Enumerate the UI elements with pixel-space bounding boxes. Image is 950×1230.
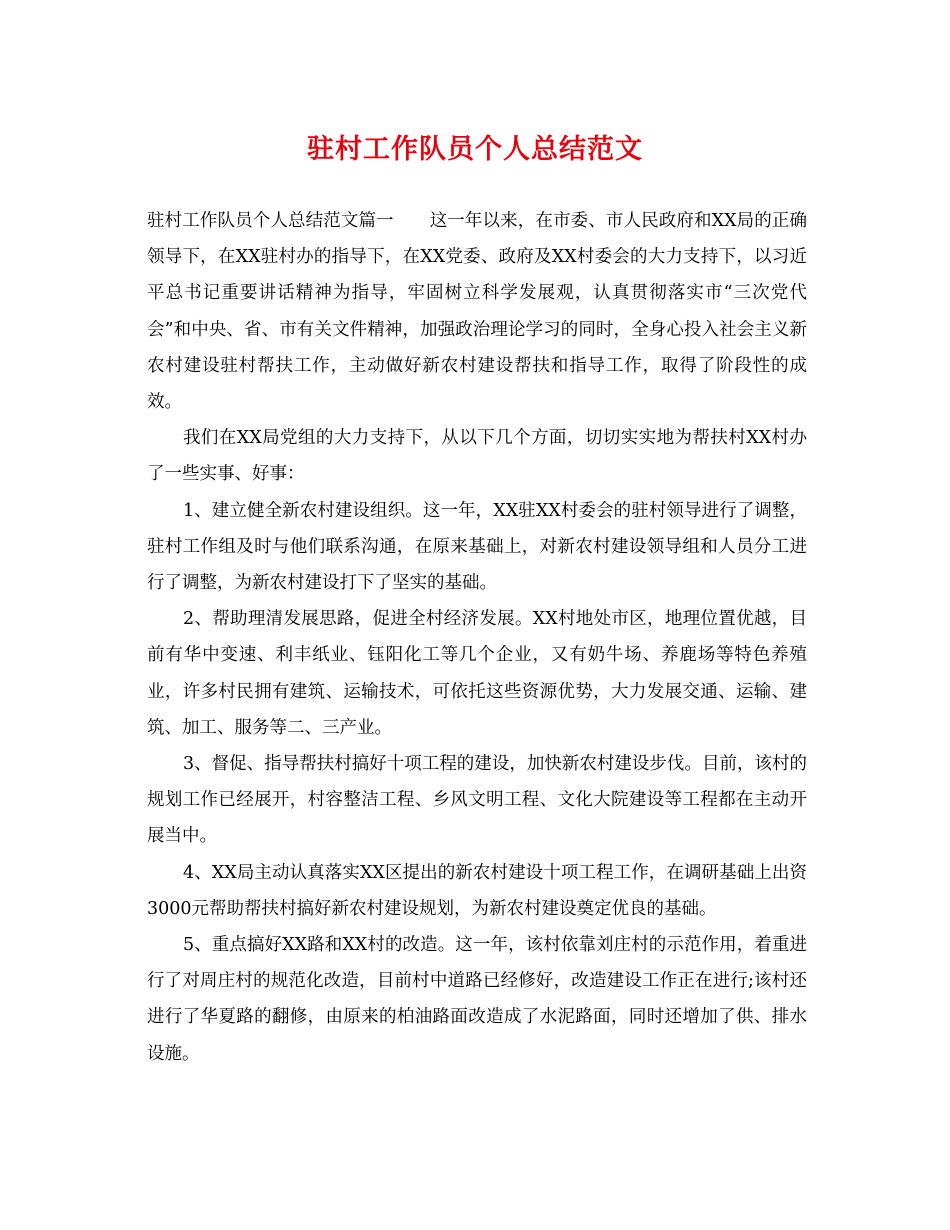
paragraph-item-4: 4、XX局主动认真落实XX区提出的新农村建设十项工程工作，在调研基础上出资3000元帮助帮扶村搞好新农村建设规划，为新农村建设奠定优良的基础。 — [147, 862, 807, 919]
paragraph-item-5: 5、重点搞好XX路和XX村的改造。这一年，该村依靠刘庄村的示范作用，着重进行了对周庄村的规范化改造，目前村中道路已经修好，改造建设工作正在进行;该村还进行了华夏路的翻修，由原来的柏油路面改造成了水泥路面，同时还增加了供、排水设施。 — [147, 935, 807, 1064]
document-title: 驻村工作队员个人总结范文 — [307, 134, 643, 165]
paragraph-item-1: 1、建立健全新农村建设组织。这一年，XX驻XX村委会的驻村领导进行了调整，驻村工作组及时与他们联系沟通，在原来基础上，对新农村建设领导组和人员分工进行了调整，为新农村建设打下了坚实的基础。 — [147, 500, 807, 594]
paragraph: 我们在XX局党组的大力支持下，从以下几个方面，切切实实地为帮扶村XX村办了一些实事、好事： — [147, 428, 807, 485]
paragraph-item-3: 3、督促、指导帮扶村搞好十项工程的建设，加快新农村建设步伐。目前，该村的规划工作已经展开，村容整洁工程、乡风文明工程、文化大院建设等工程都在主动开展当中。 — [147, 754, 807, 847]
paragraph-item-2: 2、帮助理清发展思路，促进全村经济发展。XX村地处市区，地理位置优越，目前有华中变速、利丰纸业、钰阳化工等几个企业，又有奶牛场、养鹿场等特色养殖业，许多村民拥有建筑、运输技术，可依托这些资源优势，大力发展交通、运输、建筑、加工、服务等二、三产业。 — [147, 609, 807, 738]
paragraph-text: 这一年以来，在市委、市人民政府和XX局的正确领导下，在XX驻村办的指导下，在XX党委、政府及XX村委会的大力支持下，以习近平总书记重要讲话精神为指导，牢固树立科学发展观，认真贯彻落实市“三次党代会”和中央、省、市有关文件精神，加强政治理论学习的同时，全身心投入社会主义新农村建设驻村帮扶工作，主动做好新农村建设帮扶和指导工作，取得了阶段性的成效。 — [147, 211, 808, 413]
paragraph-intro — [147, 203, 807, 420]
document-body — [147, 203, 807, 1072]
section-label: 驻村工作队员个人总结范文篇一 — [147, 211, 394, 231]
